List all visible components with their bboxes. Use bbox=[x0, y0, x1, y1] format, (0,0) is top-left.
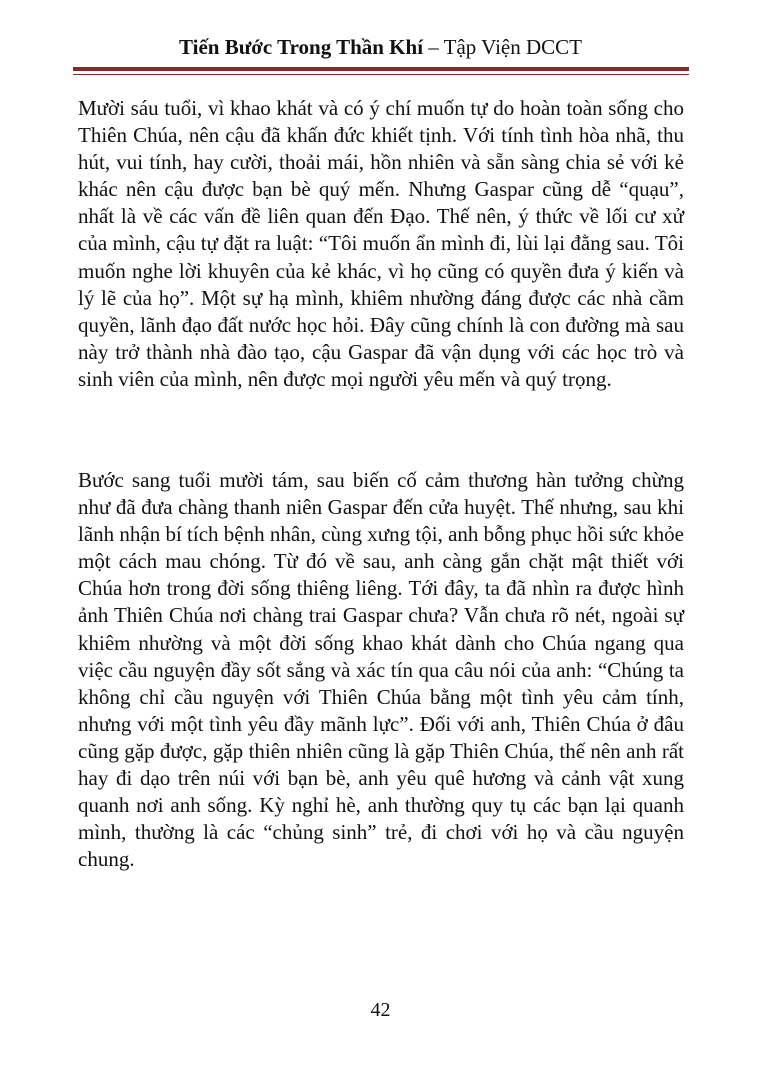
book-author: Tập Viện DCCT bbox=[443, 35, 582, 59]
header-rule-thin bbox=[73, 74, 689, 75]
header-separator: – bbox=[423, 35, 444, 59]
paragraph-1: Mười sáu tuổi, vì khao khát và có ý chí muốn tự do hoàn toàn sống cho Thiên Chúa, nên cậu đã khấn đức khiết tịnh. Với tính tình hòa nhã, thu hút, vui tính, hay cười, thoải mái, hồn nhiên và sẵn sàng chia sẻ với kẻ khác nên cậu được bạn bè quý mến. Nhưng Gaspar cũng dễ “quạu”, nhất là về các vấn đề liên quan đến Đạo. Thế nên, ý thức về lối cư xử của mình, cậu tự đặt ra luật: “Tôi muốn ẩn mình đi, lùi lại đằng sau. Tôi muốn nghe lời khuyên của kẻ khác, vì họ cũng có quyền đưa ý kiến và lý lẽ của họ”. Một sự hạ mình, khiêm nhường đáng được các nhà cầm quyền, lãnh đạo đất nước học hỏi. Đây cũng chính là con đường mà sau này trở thành nhà đào tạo, cậu Gaspar đã vận dụng với các học trò và sinh viên của mình, nên được mọi người yêu mến và quý trọng. bbox=[78, 96, 684, 391]
header-rule-thick bbox=[73, 67, 689, 71]
paragraph-2: Bước sang tuổi mười tám, sau biến cố cảm thương hàn tưởng chừng như đã đưa chàng thanh niên Gaspar đến cửa huyệt. Thế nhưng, sau khi lãnh nhận bí tích bệnh nhân, cùng xưng tội, anh bỗng phục hồi sức khỏe một cách mau chóng. Từ đó về sau, anh càng gắn chặt mật thiết với Chúa hơn trong đời sống thiêng liêng. Tới đây, ta đã nhìn ra được hình ảnh Thiên Chúa nơi chàng trai Gaspar chưa? Vẫn chưa rõ nét, ngoài sự khiêm nhường và một đời sống khao khát dành cho Chúa ngang qua việc cầu nguyện đầy sốt sắng và xác tín qua câu nói của anh: “Chúng ta không chỉ cầu nguyện với Thiên Chúa bằng một tình yêu cảm tính, nhưng với một tình yêu đầy mãnh lực”. Đối với anh, Thiên Chúa ở đâu cũng gặp được, gặp thiên nhiên cũng là gặp Thiên Chúa, thế nên anh rất hay đi dạo trên núi với bạn bè, anh yêu quê hương và cảnh vật xung quanh nơi anh sống. Kỳ nghỉ hè, anh thường quy tụ các bạn lại quanh mình, thường là các “chủng sinh” trẻ, đi chơi với họ và cầu nguyện chung. bbox=[78, 468, 684, 872]
page-number: 42 bbox=[370, 999, 391, 1021]
running-header bbox=[0, 34, 761, 60]
book-title: Tiến Bước Trong Thần Khí bbox=[178, 35, 424, 59]
